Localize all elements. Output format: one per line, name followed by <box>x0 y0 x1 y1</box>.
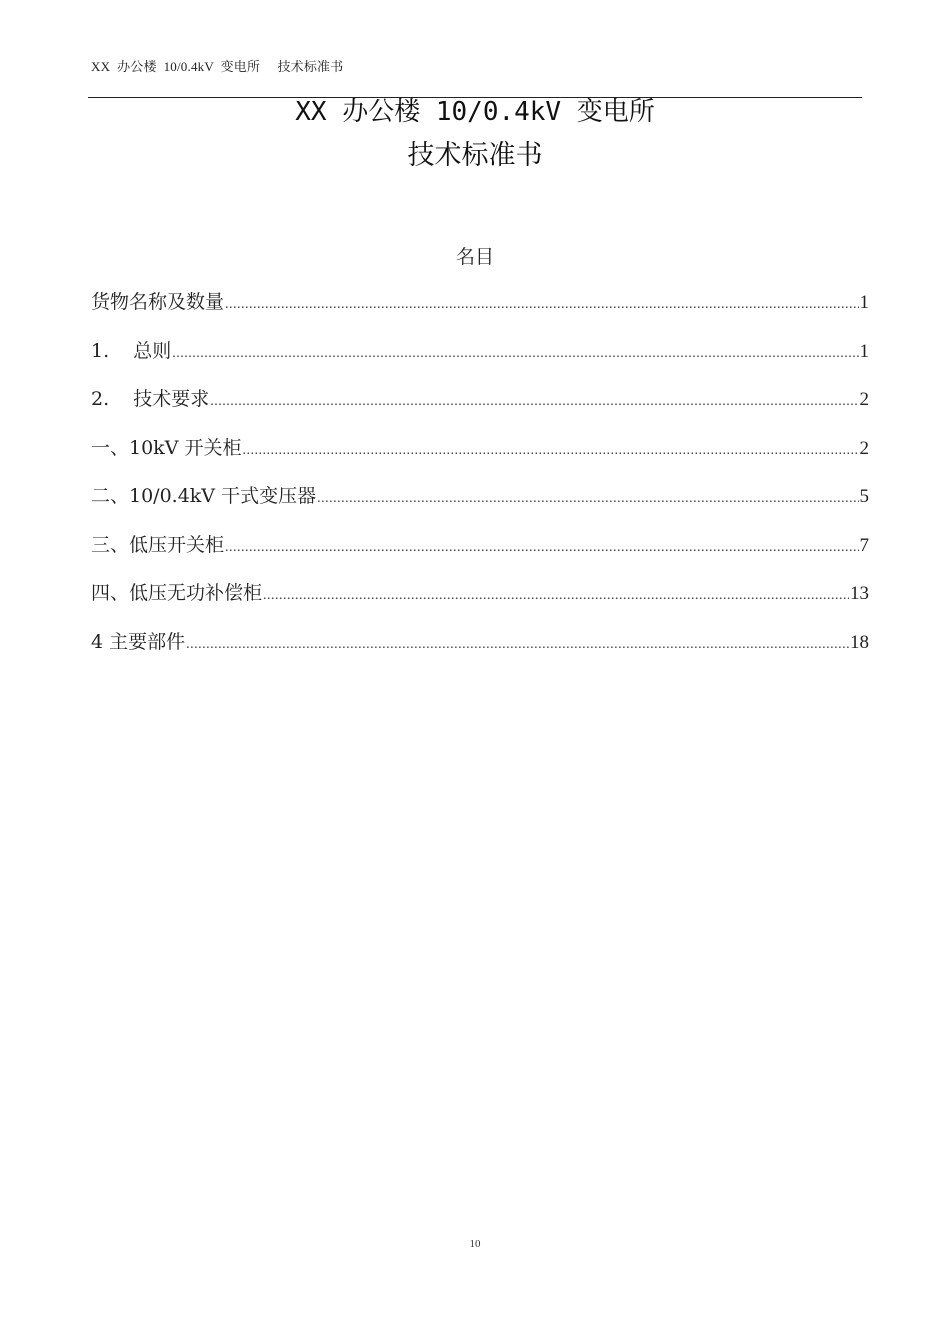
toc-entry-page: 2 <box>859 437 869 459</box>
toc-entry-label: 一、10kV 开关柜 <box>91 436 242 459</box>
toc-dot-leader <box>186 637 849 653</box>
page-number: 10 <box>469 1238 481 1250</box>
toc-entry-main-components[interactable] <box>91 627 869 676</box>
toc-dot-leader <box>225 297 858 313</box>
toc-entry-label: 二、10/0.4kV 干式变压器 <box>91 485 317 507</box>
toc-entry-page: 5 <box>859 486 869 507</box>
document-title: XX 办公楼 10/0.4kV 变电所 <box>295 97 655 127</box>
toc-entry-page: 18 <box>850 631 869 653</box>
toc-entry-label: 货物名称及数量 <box>91 291 225 313</box>
toc-entry-general[interactable] <box>91 336 869 385</box>
toc-dot-leader <box>263 588 849 604</box>
toc-entry-label: 三、低压开关柜 <box>91 533 225 556</box>
toc-entry-page: 13 <box>850 583 869 604</box>
toc-dot-leader <box>172 346 858 362</box>
toc-entry-label: 4 主要部件 <box>91 630 186 653</box>
toc-entry-10kv-switchgear[interactable] <box>91 433 869 482</box>
toc-entry-lv-switchgear[interactable] <box>91 530 869 579</box>
running-header: XX 办公楼 10/0.4kV 变电所 技术标准书 <box>91 59 344 74</box>
toc-dot-leader <box>317 491 858 507</box>
toc-entry-goods-list[interactable] <box>91 287 869 336</box>
toc-entry-page: 7 <box>859 534 869 556</box>
table-of-contents <box>91 287 869 675</box>
toc-entry-label: 四、低压无功补偿柜 <box>91 582 263 604</box>
toc-heading: 名目 <box>455 246 494 268</box>
toc-entry-label: 1. 总则 <box>91 339 172 362</box>
toc-entry-page: 1 <box>859 292 869 313</box>
toc-entry-page: 2 <box>859 389 869 410</box>
toc-entry-page: 1 <box>859 340 869 362</box>
toc-dot-leader <box>242 443 858 459</box>
document-subtitle: 技术标准书 <box>407 140 543 171</box>
toc-dot-leader <box>210 394 858 410</box>
toc-entry-dry-transformer[interactable] <box>91 481 869 530</box>
toc-entry-reactive-compensation[interactable] <box>91 578 869 627</box>
toc-entry-technical-requirements[interactable] <box>91 384 869 433</box>
toc-entry-label: 2. 技术要求 <box>91 388 210 410</box>
toc-dot-leader <box>225 540 858 556</box>
